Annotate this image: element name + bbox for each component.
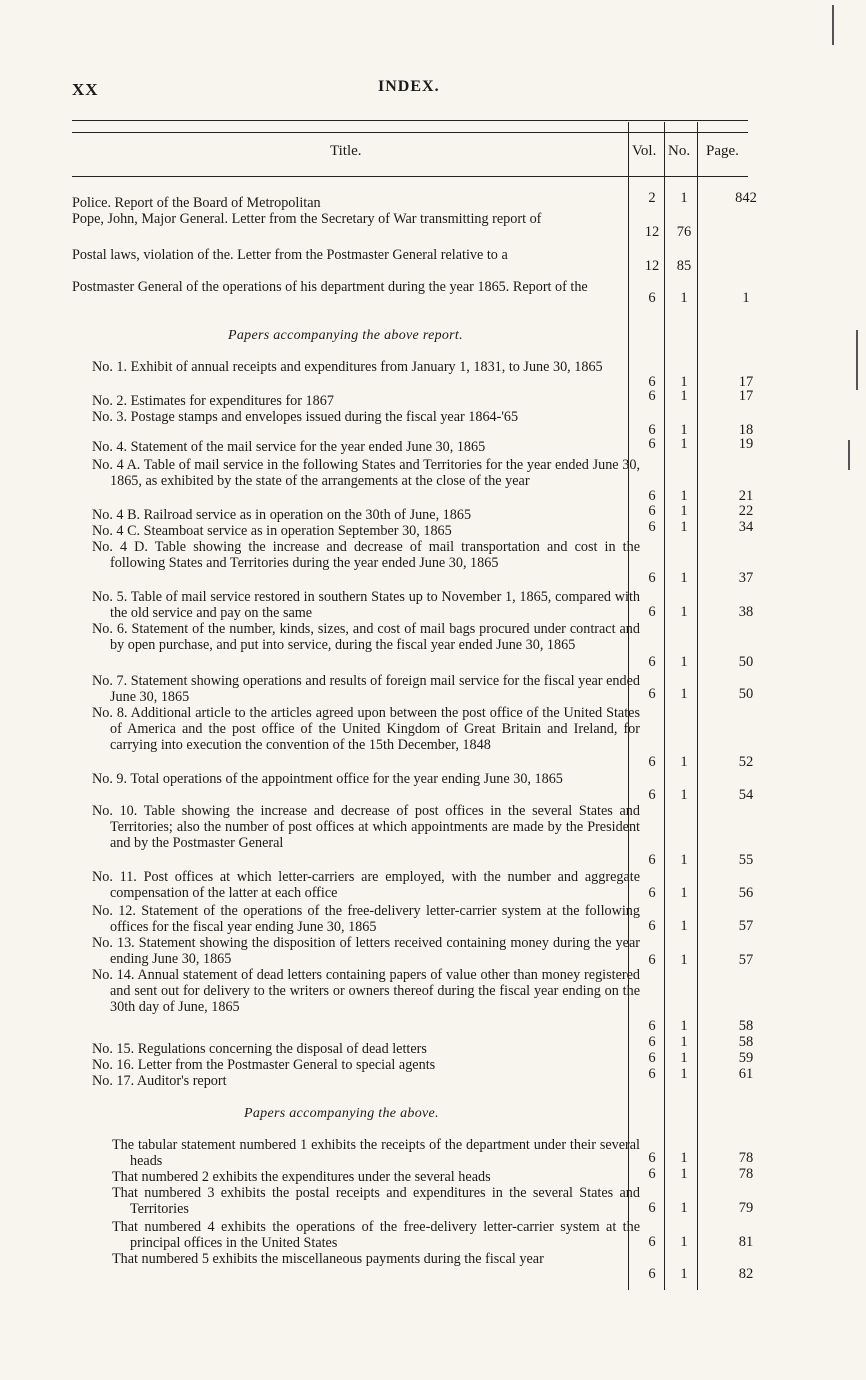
entry-vol: 6 [648,1050,656,1066]
entry-title: No. 10. Table showing the increase and decrease of post offices in the several States and Territories; also the number of post offices at which appointments are made by the President and by the Postmaster General [92,803,640,851]
entry-title: No. 12. Statement of the operations of the free-delivery letter-carrier system at the following offices for the fiscal year ending June 30, 1865 [92,903,640,935]
entry-title: No. 17. Auditor's report [92,1073,227,1089]
entry-no: 1 [680,374,688,390]
margin-mark [832,5,834,45]
entry-vol: 6 [648,519,656,535]
entry-no: 1 [680,885,688,901]
header-rule [72,176,748,177]
entry-no: 1 [680,918,688,934]
entry-title: No. 4 D. Table showing the increase and decrease of mail transportation and cost in the following States and Territories during the year ended June 30, 1865 [92,539,640,571]
entry-vol: 6 [648,503,656,519]
entry-vol: 12 [644,224,660,240]
entry-title: No. 4 B. Railroad service as in operation on the 30th of June, 1865 [92,507,472,523]
column-divider-no [664,122,665,1290]
column-header-no: No. [668,143,691,159]
entry-vol: 6 [648,787,656,803]
column-divider-page [697,122,698,1290]
entry-title: That numbered 5 exhibits the miscellaneous payments during the fiscal year [112,1251,544,1267]
entry-page: 79 [738,1200,754,1216]
entry-title: That numbered 3 exhibits the postal receipts and expenditures in the several States and Territories [112,1185,640,1217]
entry-vol: 6 [648,1066,656,1082]
entry-no: 1 [680,503,688,519]
entry-no: 1 [680,1166,688,1182]
entry-page: 18 [738,422,754,438]
entry-title: That numbered 4 exhibits the operations of the free-delivery letter-carrier system at the principal offices in the United States [112,1219,640,1251]
entry-vol: 6 [648,852,656,868]
entry-vol: 6 [648,952,656,968]
entry-title: No. 5. Table of mail service restored in southern States up to November 1, 1865, compared with the old service and pay on the same [92,589,640,621]
entry-vol: 6 [648,1234,656,1250]
entry-page: 17 [738,388,754,404]
column-header-page: Page. [706,143,739,159]
entry-no: 1 [680,787,688,803]
entry-vol: 6 [648,1266,656,1282]
entry-vol: 2 [648,190,656,206]
top-rule [72,120,748,121]
entry-vol: 6 [648,654,656,670]
entry-page: 34 [738,519,754,535]
entry-title: Police. Report of the Board of Metropolitan [72,195,321,211]
page-number: XX [72,80,99,99]
section-heading: Papers accompanying the above report. [228,328,463,343]
entry-no: 1 [680,1018,688,1034]
column-header-title: Title. [330,143,362,159]
entry-title: That numbered 2 exhibits the expenditures under the several heads [112,1169,491,1185]
entry-vol: 6 [648,1200,656,1216]
top-rule-2 [72,132,748,133]
entry-no: 1 [680,852,688,868]
entry-no: 1 [680,1066,688,1082]
entry-vol: 6 [648,570,656,586]
entry-page: 17 [738,374,754,390]
entry-title: The tabular statement numbered 1 exhibits the receipts of the department under their several heads [112,1137,640,1169]
column-header-vol: Vol. [632,143,657,159]
entry-vol: 6 [648,686,656,702]
margin-mark [848,440,850,470]
entry-page: 57 [738,918,754,934]
entry-page: 81 [738,1234,754,1250]
entry-page: 59 [738,1050,754,1066]
entry-vol: 6 [648,754,656,770]
page-title: INDEX. [378,78,440,95]
entry-no: 1 [680,604,688,620]
entry-title: No. 3. Postage stamps and envelopes issued during the fiscal year 1864-'65 [92,409,519,425]
entry-no: 1 [680,488,688,504]
entry-vol: 6 [648,1034,656,1050]
entry-page: 57 [738,952,754,968]
entry-title: No. 4. Statement of the mail service for the year ended June 30, 1865 [92,439,486,455]
section-heading: Papers accompanying the above. [244,1106,439,1121]
entry-no: 1 [680,1050,688,1066]
entry-title: No. 4 A. Table of mail service in the following States and Territories for the year ended June 30, 1865, as exhibited by the state of the arrangements at the close of the year [92,457,640,489]
entry-no: 1 [680,422,688,438]
entry-no: 1 [680,1200,688,1216]
entry-no: 1 [680,686,688,702]
entry-page: 21 [738,488,754,504]
entry-page: 55 [738,852,754,868]
entry-no: 1 [680,1150,688,1166]
entry-vol: 6 [648,1150,656,1166]
entry-no: 1 [680,436,688,452]
entry-page: 58 [738,1034,754,1050]
entry-page: 842 [735,190,757,206]
entry-no: 1 [680,1234,688,1250]
entry-page: 58 [738,1018,754,1034]
entry-vol: 6 [648,885,656,901]
entry-page: 38 [738,604,754,620]
entry-title: No. 7. Statement showing operations and results of foreign mail service for the fiscal year ended June 30, 1865 [92,673,640,705]
entry-vol: 6 [648,388,656,404]
entry-title: No. 6. Statement of the number, kinds, sizes, and cost of mail bags procured under contract and by open purchase, and put into service, during the fiscal year ended June 30, 1865 [92,621,640,653]
entry-title: No. 15. Regulations concerning the disposal of dead letters [92,1041,427,1057]
entry-page: 50 [738,654,754,670]
entry-page: 19 [738,436,754,452]
entry-page: 52 [738,754,754,770]
entry-no: 76 [676,224,692,240]
entry-no: 1 [680,952,688,968]
entry-page: 78 [738,1150,754,1166]
entry-title: No. 11. Post offices at which letter-carriers are employed, with the number and aggregate compensation of the latter at each office [92,869,640,901]
entry-title: No. 8. Additional article to the articles agreed upon between the post office of the United States of America and the post office of the United Kingdom of Great Britain and Ireland, for carrying into execution the convention of the 15th December, 1848 [92,705,640,753]
entry-page: 22 [738,503,754,519]
entry-vol: 6 [648,374,656,390]
entry-vol: 6 [648,488,656,504]
entry-title: Postmaster General of the operations of his department during the year 1865. Report of the [72,279,588,295]
entry-no: 1 [680,388,688,404]
entry-vol: 6 [648,436,656,452]
entry-page: 56 [738,885,754,901]
entry-vol: 6 [648,290,656,306]
entry-vol: 6 [648,422,656,438]
entry-page: 61 [738,1066,754,1082]
entry-title: No. 1. Exhibit of annual receipts and expenditures from January 1, 1831, to June 30, 1865 [92,359,603,375]
entry-page: 78 [738,1166,754,1182]
entry-title: No. 4 C. Steamboat service as in operation September 30, 1865 [92,523,452,539]
entry-no: 1 [680,519,688,535]
entry-page: 54 [738,787,754,803]
entry-page: 37 [738,570,754,586]
entry-title: Pope, John, Major General. Letter from the Secretary of War transmitting report of [72,211,542,227]
entry-vol: 12 [644,258,660,274]
entry-title: No. 9. Total operations of the appointment office for the year ending June 30, 1865 [92,771,563,787]
entry-no: 85 [676,258,692,274]
entry-no: 1 [680,290,688,306]
entry-title: No. 14. Annual statement of dead letters containing papers of value other than money registered and sent out for delivery to the writers or owners thereof during the fiscal year ending on the 30th day of June, 1865 [92,967,640,1015]
margin-mark [856,330,858,390]
entry-title: No. 16. Letter from the Postmaster General to special agents [92,1057,436,1073]
entry-vol: 6 [648,604,656,620]
entry-title: No. 13. Statement showing the disposition of letters received containing money during the year ending June 30, 1865 [92,935,640,967]
entry-page: 50 [738,686,754,702]
entry-no: 1 [680,754,688,770]
entry-page: 1 [742,290,750,306]
entry-vol: 6 [648,1018,656,1034]
entry-no: 1 [680,190,688,206]
entry-no: 1 [680,570,688,586]
entry-title: No. 2. Estimates for expenditures for 1867 [92,393,334,409]
entry-no: 1 [680,654,688,670]
entry-title: Postal laws, violation of the. Letter from the Postmaster General relative to a [72,247,508,263]
entry-vol: 6 [648,918,656,934]
entry-vol: 6 [648,1166,656,1182]
entry-no: 1 [680,1034,688,1050]
entry-no: 1 [680,1266,688,1282]
entry-page: 82 [738,1266,754,1282]
